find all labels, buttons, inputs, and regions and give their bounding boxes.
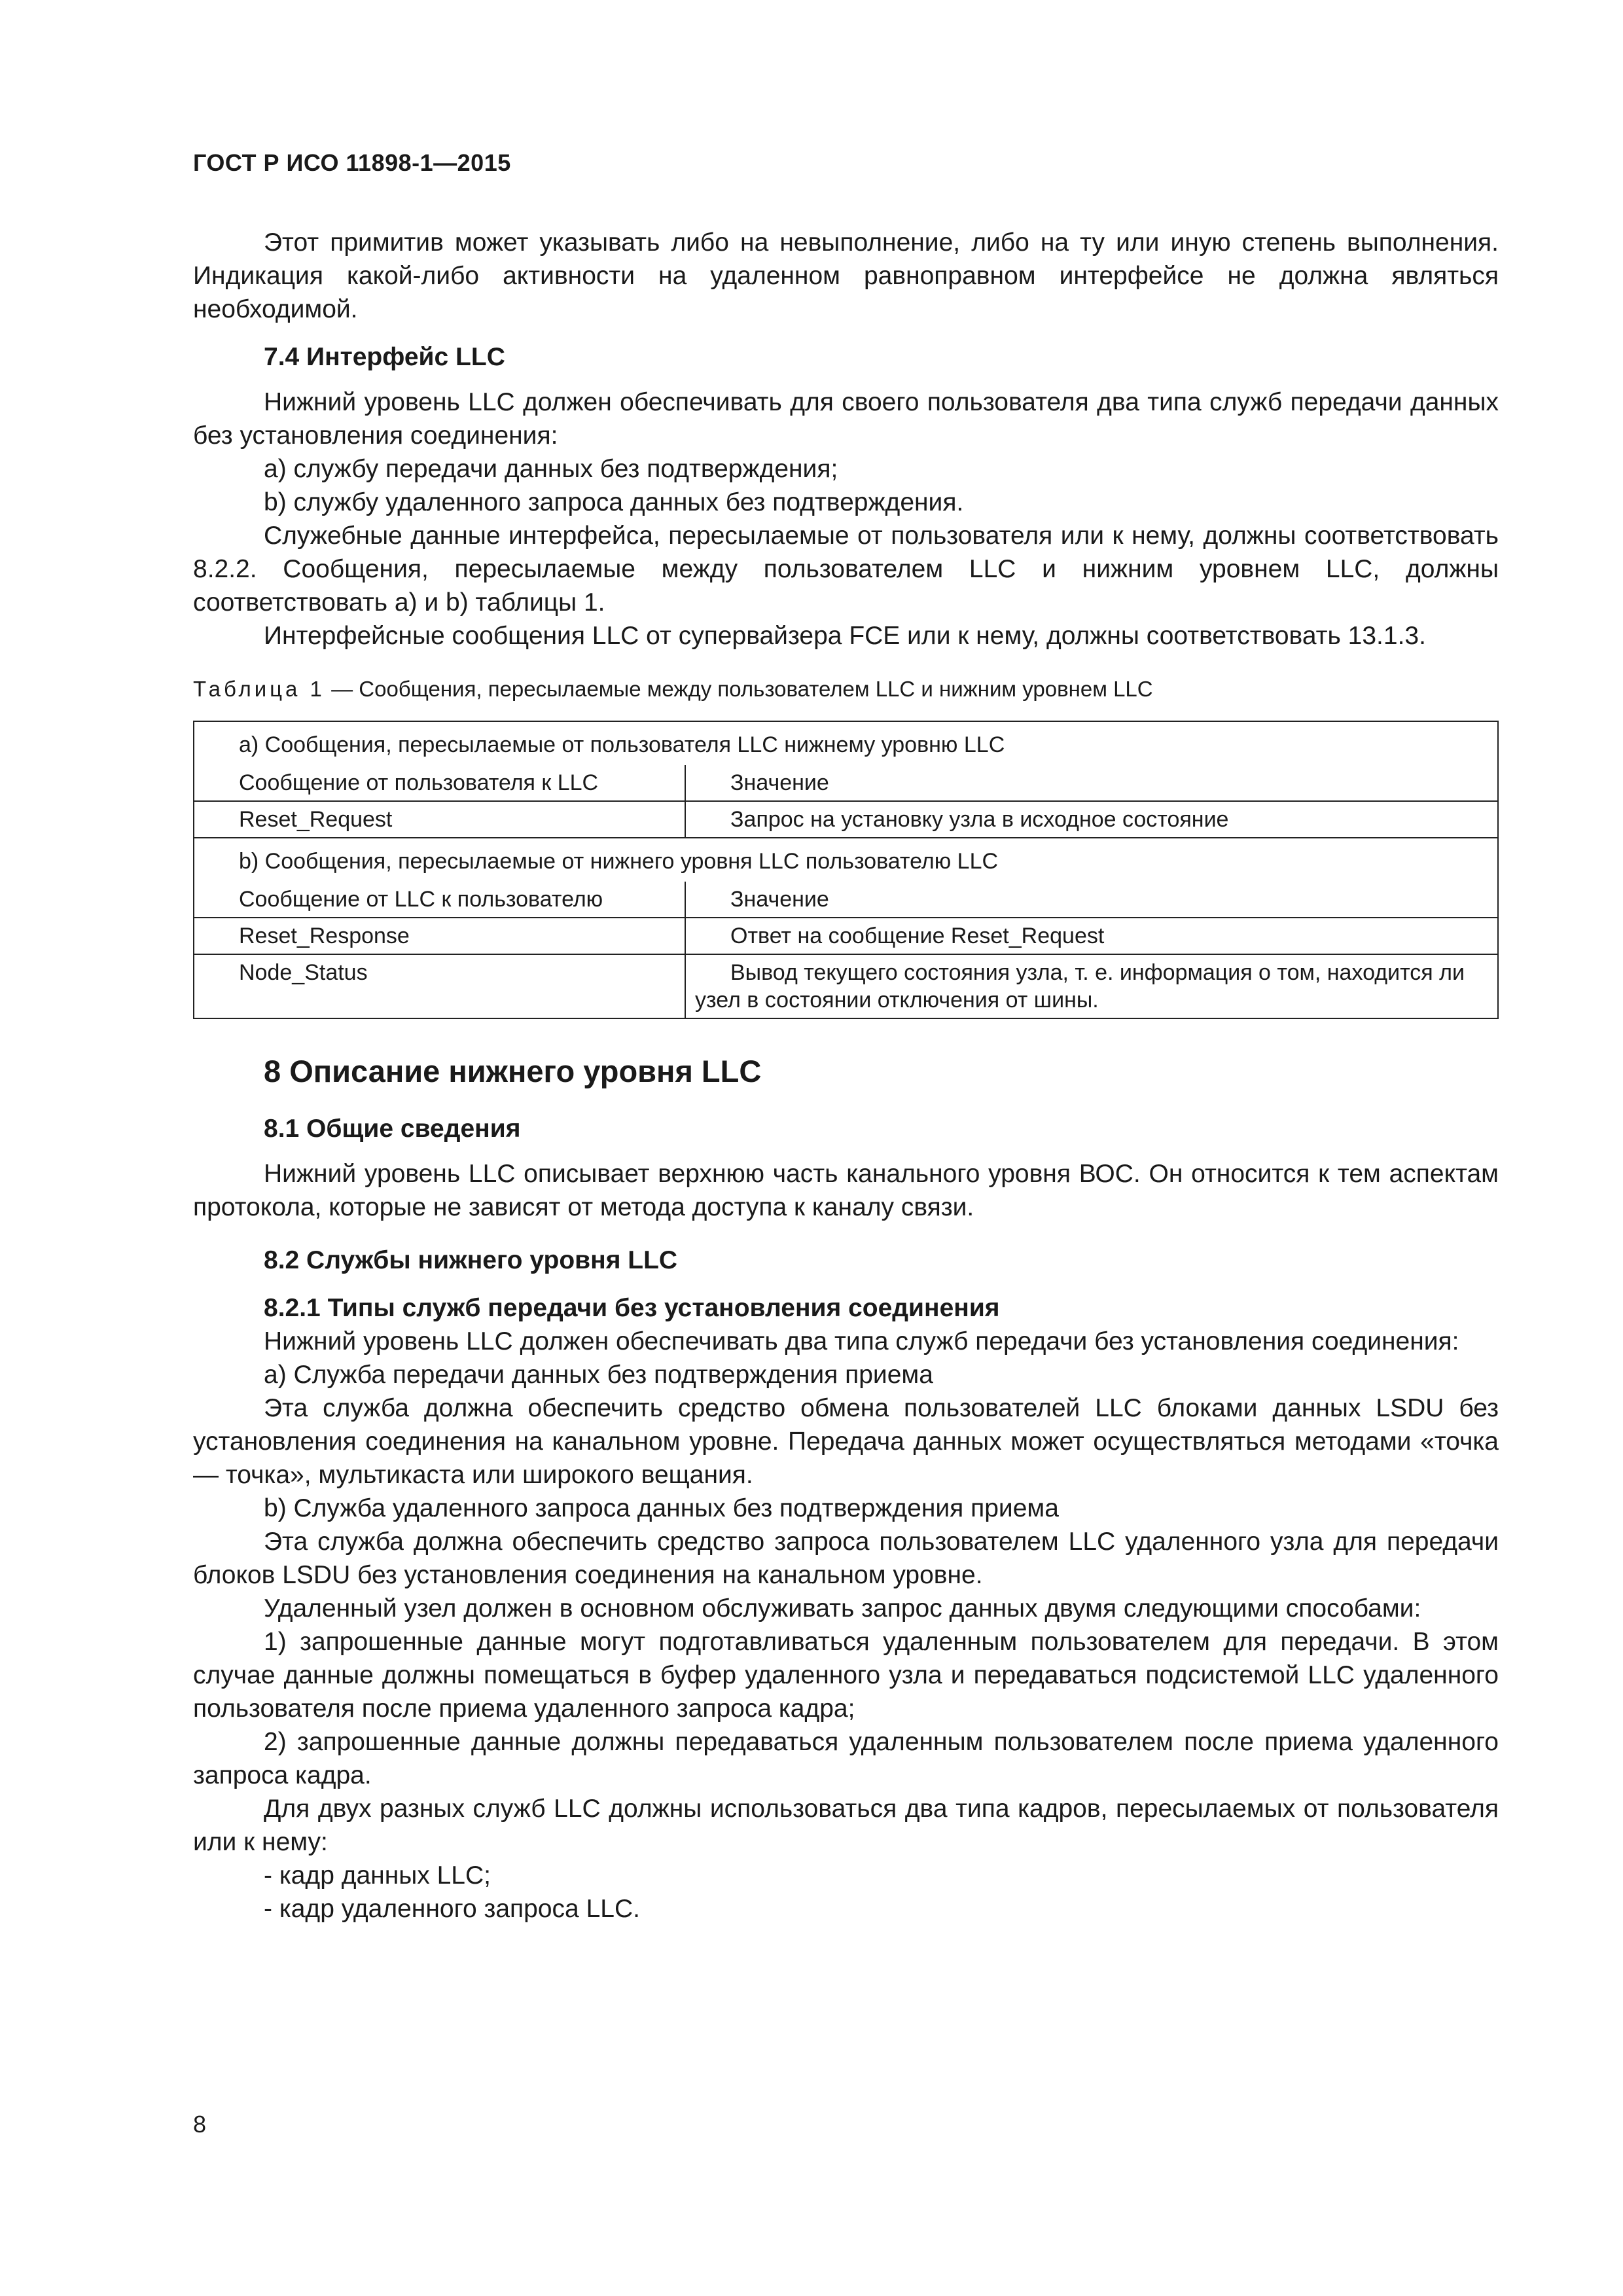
table-header-row [194, 882, 1498, 918]
paragraph: Для двух разных служб LLC должны использоваться два типа кадров, пересылаемых от пользователя или к нему: [193, 1795, 1499, 1856]
table-section-b [194, 838, 1498, 882]
list-item: a) службу передачи данных без подтверждения; [264, 455, 838, 483]
table-caption [193, 675, 1499, 704]
table-section-title: b) Сообщения, пересылаемые от нижнего уровня LLC пользователю LLC [194, 838, 1498, 882]
table-cell: Запрос на установку узла в исходное состояние [685, 801, 1498, 838]
list-item: b) службу удаленного запроса данных без подтверждения. [264, 488, 964, 516]
paragraph: Интерфейсные сообщения LLC от супервайзера FCE или к нему, должны соответствовать 13.1.3. [264, 622, 1426, 650]
table-row [194, 918, 1498, 954]
table-header-cell: Значение [685, 765, 1498, 801]
section-8-2-1-title: 8.2.1 Типы служб передачи без установления соединения [264, 1294, 1000, 1322]
section-8-title: 8 Описание нижнего уровня LLC [264, 1054, 762, 1088]
list-item: b) Служба удаленного запроса данных без подтверждения приема [264, 1494, 1059, 1522]
document-header: ГОСТ Р ИСО 11898-1—2015 [193, 149, 511, 176]
table-header-cell: Сообщение от пользователя к LLC [194, 765, 685, 801]
page-body [193, 226, 1499, 1926]
table-cell: Ответ на сообщение Reset_Request [685, 918, 1498, 954]
list-item: - кадр удаленного запроса LLC. [264, 1895, 640, 1923]
paragraph: Нижний уровень LLC должен обеспечивать для своего пользователя два типа служб передачи данных без установления соединения: [193, 388, 1499, 450]
intro-paragraph: Этот примитив может указывать либо на невыполнение, либо на ту или иную степень выполнения. Индикация какой-либо активности на удаленном равноправном интерфейсе не должна являться необходимой. [193, 228, 1499, 323]
table-header-row [194, 765, 1498, 801]
table-cell: Вывод текущего состояния узла, т. е. информация о том, находится ли узел в состоянии отключения от шины. [685, 954, 1498, 1018]
paragraph: Служебные данные интерфейса, пересылаемые от пользователя или к нему, должны соответствовать 8.2.2. Сообщения, пересылаемые между пользователем LLC и нижним уровнем LLC, должны соответствовать a) и b) таблицы 1. [193, 522, 1499, 617]
paragraph: Эта служба должна обеспечить средство обмена пользователей LLC блоками данных LSDU без установления соединения на канальном уровне. Передача данных может осуществляться методами «точка — точка», мультикаста или широкого вещания. [193, 1394, 1499, 1489]
list-item: - кадр данных LLC; [264, 1861, 491, 1890]
list-item: 1) запрошенные данные могут подготавливаться удаленным пользователем для передачи. В этом случае данные должны помещаться в буфер удаленного узла и передаваться подсистемой LLC удаленного пользователя после приема удаленного запроса кадра; [193, 1628, 1499, 1723]
messages-table [193, 721, 1499, 1019]
table-section-a [194, 721, 1498, 765]
table-caption-label: Таблица 1 [193, 677, 325, 701]
list-item: a) Служба передачи данных без подтверждения приема [264, 1361, 933, 1389]
section-7-4-title: 7.4 Интерфейс LLC [264, 343, 505, 371]
table-row [194, 954, 1498, 1018]
table-section-title: a) Сообщения, пересылаемые от пользователя LLC нижнему уровню LLC [194, 721, 1498, 765]
table-cell: Reset_Request [194, 801, 685, 838]
table-cell: Reset_Response [194, 918, 685, 954]
list-item: 2) запрошенные данные должны передаваться удаленным пользователем после приема удаленного запроса кадра. [193, 1728, 1499, 1789]
table-header-cell: Сообщение от LLC к пользователю [194, 882, 685, 918]
table-header-cell: Значение [685, 882, 1498, 918]
paragraph: Нижний уровень LLC должен обеспечивать два типа служб передачи без установления соединения: [264, 1327, 1459, 1355]
table-row [194, 801, 1498, 838]
paragraph: Нижний уровень LLC описывает верхнюю часть канального уровня ВОС. Он относится к тем аспектам протокола, которые не зависят от метода доступа к каналу связи. [193, 1160, 1499, 1221]
table-cell: Node_Status [194, 954, 685, 1018]
page-number: 8 [193, 2111, 207, 2138]
section-8-1-title: 8.1 Общие сведения [264, 1115, 521, 1143]
section-8-2-title: 8.2 Службы нижнего уровня LLC [264, 1246, 678, 1274]
paragraph: Удаленный узел должен в основном обслуживать запрос данных двумя следующими способами: [264, 1594, 1421, 1623]
paragraph: Эта служба должна обеспечить средство запроса пользователем LLC удаленного узла для передачи блоков LSDU без установления соединения на канальном уровне. [193, 1528, 1499, 1589]
table-caption-text: — Сообщения, пересылаемые между пользователем LLC и нижним уровнем LLC [325, 677, 1153, 701]
